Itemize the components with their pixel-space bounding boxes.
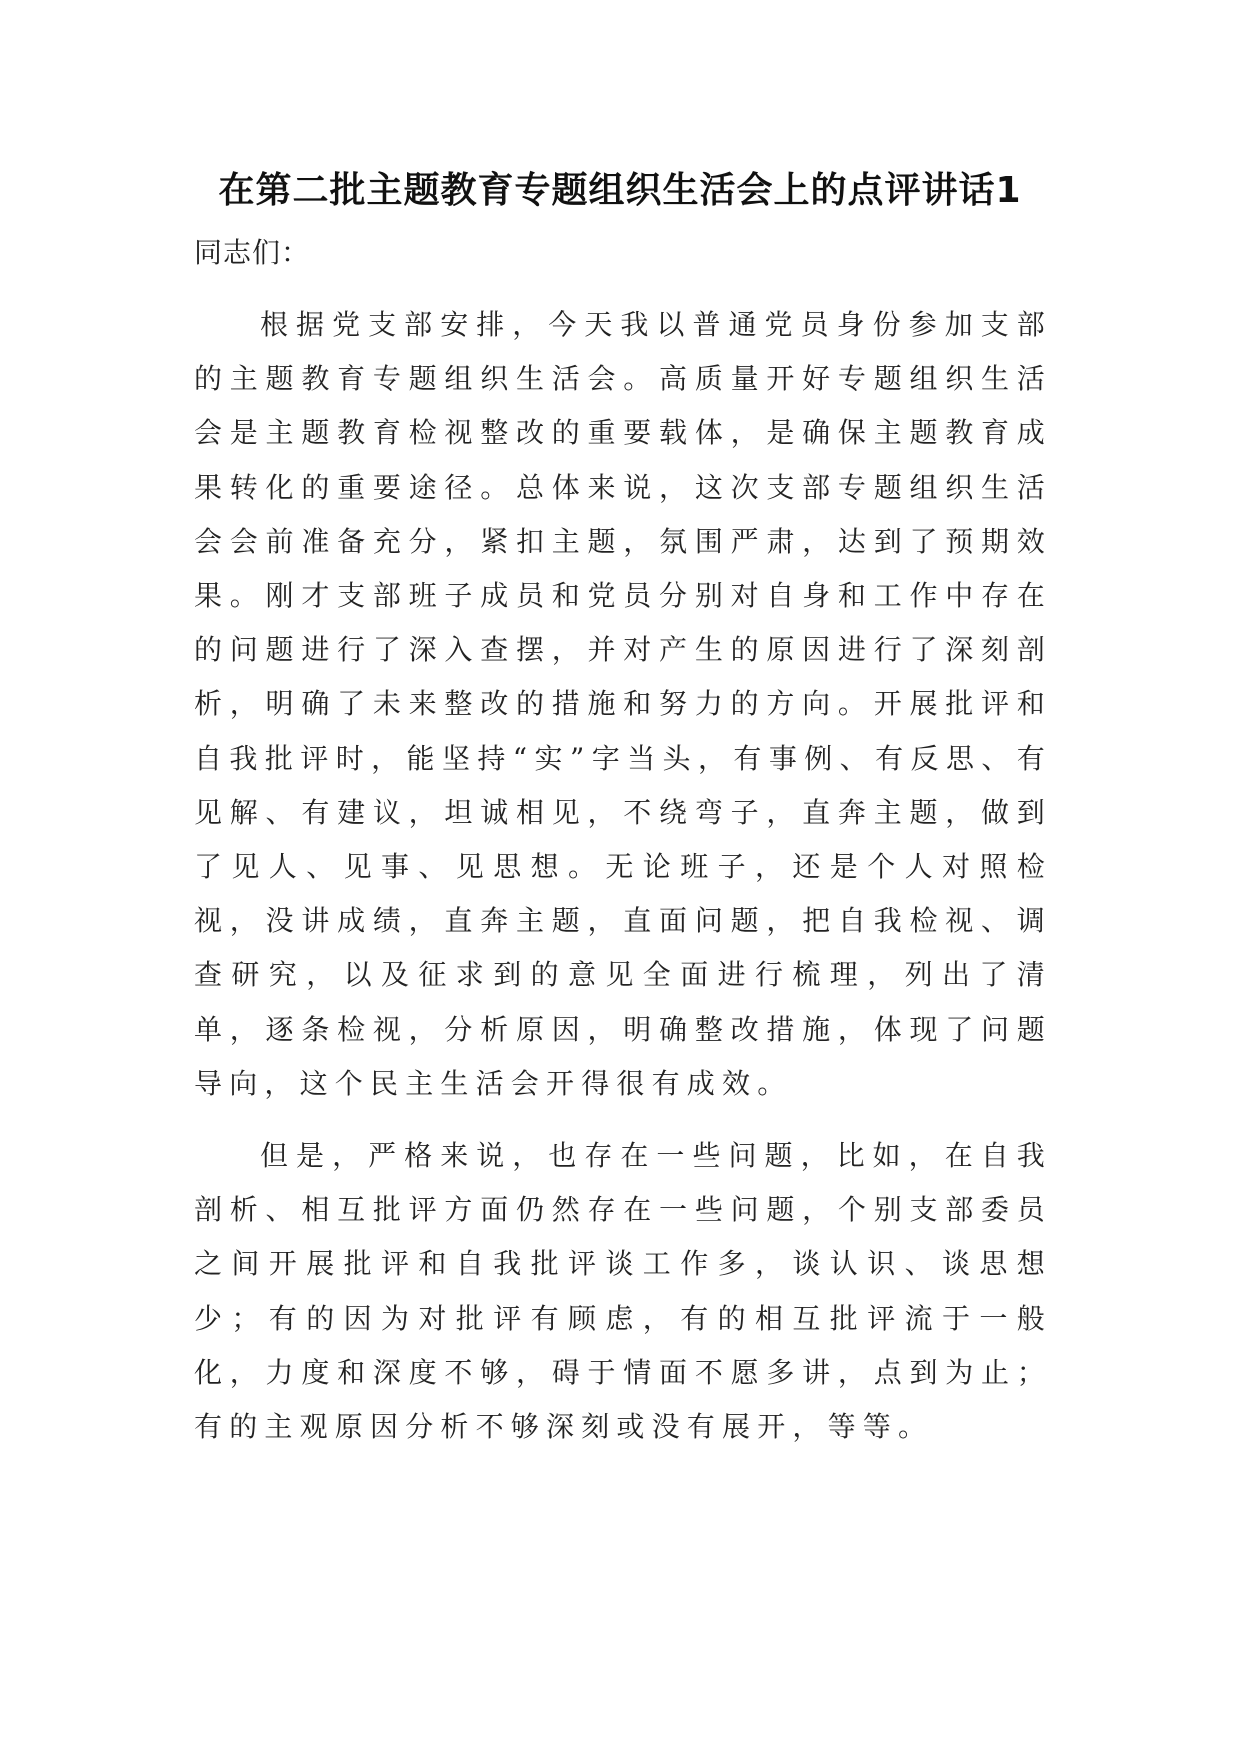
document-title: 在第二批主题教育专题组织生活会上的点评讲话1 [218, 170, 1022, 211]
salutation: 同志们： [194, 236, 311, 269]
document-body [194, 226, 1052, 1454]
paragraph-2: 但是，严格来说，也存在一些问题，比如，在自我剖析、相互批评方面仍然存在一些问题，个别支部委员之间开展批评和自我批评谈工作多，谈认识、谈思想少；有的因为对批评有顾虑，有的相互批评流于一般化，力度和深度不够，碍于情面不愿多讲，点到为止；有的主观原因分析不够深刻或没有展开，等等。 [194, 1139, 1052, 1444]
paragraph-1: 根据党支部安排，今天我以普通党员身份参加支部的主题教育专题组织生活会。高质量开好专题组织生活会是主题教育检视整改的重要载体，是确保主题教育成果转化的重要途径。总体来说，这次支部专题组织生活会会前准备充分，紧扣主题，氛围严肃，达到了预期效果。刚才支部班子成员和党员分别对自身和工作中存在的问题进行了深入查摆，并对产生的原因进行了深刻剖析，明确了未来整改的措施和努力的方向。开展批评和自我批评时，能坚持“实”字当头，有事例、有反思、有见解、有建议，坦诚相见，不绕弯子，直奔主题，做到了见人、见事、见思想。无论班子，还是个人对照检视，没讲成绩，直奔主题，直面问题，把自我检视、调查研究，以及征求到的意见全面进行梳理，列出了清单，逐条检视，分析原因，明确整改措施，体现了问题导向，这个民主生活会开得很有成效。 [194, 308, 1052, 1100]
